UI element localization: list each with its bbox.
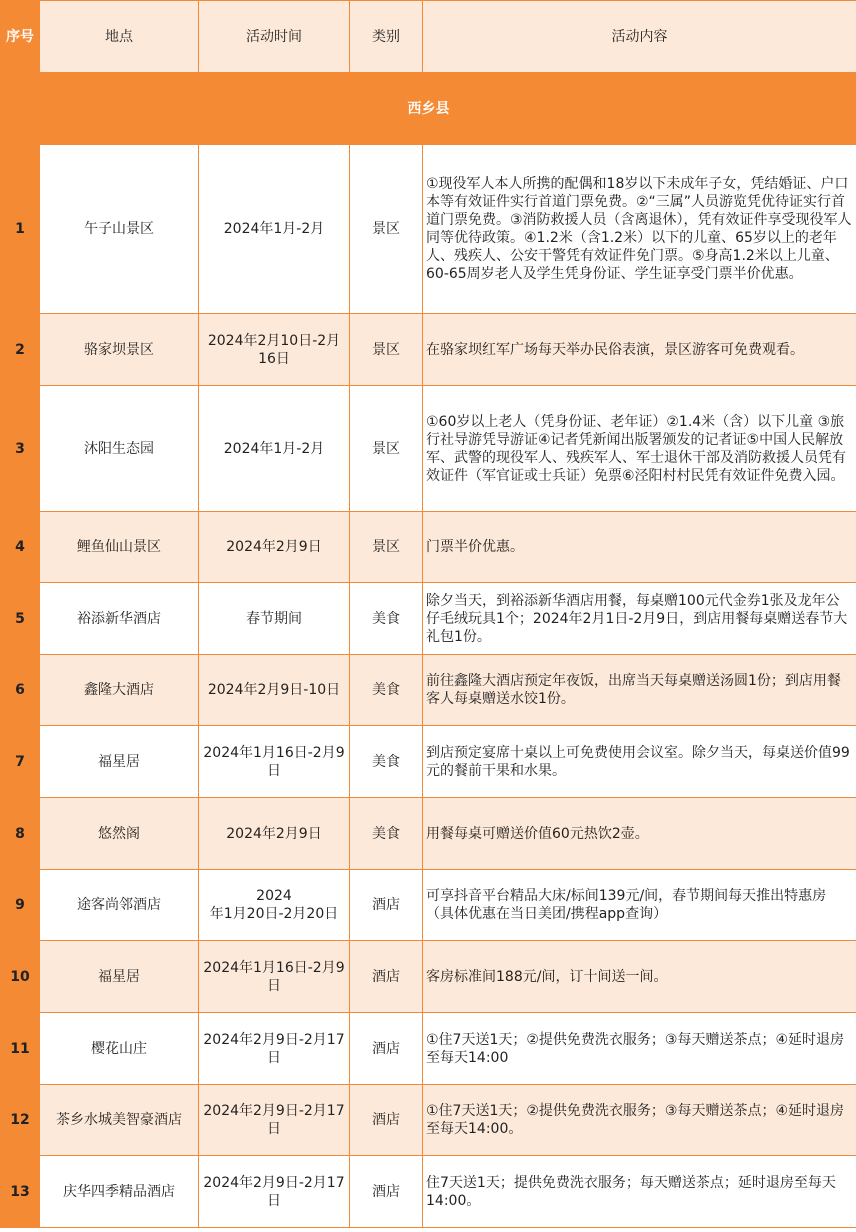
row-location: 沐阳生态园 bbox=[40, 386, 199, 512]
row-category: 酒店 bbox=[350, 1085, 423, 1156]
row-seq: 11 bbox=[1, 1013, 40, 1085]
row-content: 住7天送1天；提供免费洗衣服务；每天赠送茶点；延时退房至每天14:00。 bbox=[423, 1156, 856, 1228]
row-category: 景区 bbox=[350, 314, 423, 386]
row-seq: 6 bbox=[1, 655, 40, 726]
table-row bbox=[1, 870, 856, 941]
table-body bbox=[1, 73, 856, 1228]
row-category: 酒店 bbox=[350, 1013, 423, 1085]
row-content: ①60岁以上老人（凭身份证、老年证）②1.4米（含）以下儿童 ③旅行社导游凭导游证④记者凭新闻出版署颁发的记者证⑤中国人民解放军、武警的现役军人、残疾军人、军士退休干部及消防救援人员凭有效证件（军官证或士兵证）免票⑥泾阳村村民凭有效证件免费入园。 bbox=[423, 386, 856, 512]
row-content: 用餐每桌可赠送价值60元热饮2壶。 bbox=[423, 798, 856, 870]
row-seq: 4 bbox=[1, 512, 40, 583]
row-category: 酒店 bbox=[350, 1156, 423, 1228]
row-seq: 3 bbox=[1, 386, 40, 512]
row-content: ①住7天送1天；②提供免费洗衣服务；③每天赠送茶点；④延时退房至每天14:00。 bbox=[423, 1085, 856, 1156]
row-time: 2024 年1月20日-2月20日 bbox=[199, 870, 350, 941]
table-row bbox=[1, 583, 856, 655]
table-row bbox=[1, 1085, 856, 1156]
header-category: 类别 bbox=[350, 1, 423, 73]
table-row bbox=[1, 145, 856, 314]
row-seq: 7 bbox=[1, 726, 40, 798]
region-title: 西乡县 bbox=[1, 73, 856, 145]
table-row bbox=[1, 1156, 856, 1228]
row-time: 2024年1月-2月 bbox=[199, 145, 350, 314]
row-category: 景区 bbox=[350, 386, 423, 512]
row-category: 酒店 bbox=[350, 870, 423, 941]
row-content: 在骆家坝红军广场每天举办民俗表演，景区游客可免费观看。 bbox=[423, 314, 856, 386]
table-row bbox=[1, 314, 856, 386]
row-time: 2024年2月9日-2月17日 bbox=[199, 1085, 350, 1156]
row-time: 2024年1月-2月 bbox=[199, 386, 350, 512]
table-row bbox=[1, 655, 856, 726]
row-time: 2024年1月16日-2月9日 bbox=[199, 726, 350, 798]
row-seq: 10 bbox=[1, 941, 40, 1013]
row-location: 午子山景区 bbox=[40, 145, 199, 314]
row-content: 除夕当天，到裕添新华酒店用餐，每桌赠100元代金券1张及龙年公仔毛绒玩具1个；2024年2月1日-2月9日，到店用餐每桌赠送春节大礼包1份。 bbox=[423, 583, 856, 655]
table-row bbox=[1, 512, 856, 583]
header-location: 地点 bbox=[40, 1, 199, 73]
row-location: 樱花山庄 bbox=[40, 1013, 199, 1085]
row-location: 鑫隆大酒店 bbox=[40, 655, 199, 726]
row-location: 悠然阁 bbox=[40, 798, 199, 870]
row-category: 酒店 bbox=[350, 941, 423, 1013]
row-seq: 5 bbox=[1, 583, 40, 655]
row-time: 2024年2月9日-2月17日 bbox=[199, 1013, 350, 1085]
row-content: ①现役军人本人所携的配偶和18岁以下未成年子女，凭结婚证、户口本等有效证件实行首道门票免费。②“三属”人员游览凭优待证实行首道门票免费。③消防救援人员（含离退休），凭有效证件享受现役军人同等优待政策。④1.2米（含1.2米）以下的儿童、65岁以上的老年人、残疾人、公安干警凭有效证件免门票。⑤身高1.2米以上儿童、60-65周岁老人及学生凭身份证、学生证享受门票半价优惠。 bbox=[423, 145, 856, 314]
row-location: 途客尚邻酒店 bbox=[40, 870, 199, 941]
row-content: 到店预定宴席十桌以上可免费使用会议室。除夕当天，每桌送价值99元的餐前干果和水果。 bbox=[423, 726, 856, 798]
row-content: 客房标准间188元/间，订十间送一间。 bbox=[423, 941, 856, 1013]
row-location: 骆家坝景区 bbox=[40, 314, 199, 386]
row-category: 景区 bbox=[350, 512, 423, 583]
header-seq: 序号 bbox=[1, 1, 40, 73]
row-content: ①住7天送1天；②提供免费洗衣服务；③每天赠送茶点；④延时退房至每天14:00 bbox=[423, 1013, 856, 1085]
header-content: 活动内容 bbox=[423, 1, 856, 73]
row-location: 福星居 bbox=[40, 941, 199, 1013]
row-category: 美食 bbox=[350, 726, 423, 798]
row-seq: 1 bbox=[1, 145, 40, 314]
region-row bbox=[1, 73, 856, 145]
table-row bbox=[1, 941, 856, 1013]
row-category: 美食 bbox=[350, 798, 423, 870]
row-time: 春节期间 bbox=[199, 583, 350, 655]
row-content: 门票半价优惠。 bbox=[423, 512, 856, 583]
row-seq: 8 bbox=[1, 798, 40, 870]
table-row bbox=[1, 726, 856, 798]
row-seq: 9 bbox=[1, 870, 40, 941]
row-location: 庆华四季精品酒店 bbox=[40, 1156, 199, 1228]
row-category: 美食 bbox=[350, 655, 423, 726]
row-seq: 13 bbox=[1, 1156, 40, 1228]
row-location: 鲤鱼仙山景区 bbox=[40, 512, 199, 583]
row-category: 美食 bbox=[350, 583, 423, 655]
row-time: 2024年2月9日-2月17日 bbox=[199, 1156, 350, 1228]
table-row bbox=[1, 798, 856, 870]
row-content: 可享抖音平台精品大床/标间139元/间，春节期间每天推出特惠房（具体优惠在当日美团/携程app查询） bbox=[423, 870, 856, 941]
row-seq: 2 bbox=[1, 314, 40, 386]
header-row bbox=[1, 1, 856, 73]
table-row bbox=[1, 1013, 856, 1085]
table-row bbox=[1, 386, 856, 512]
row-content: 前往鑫隆大酒店预定年夜饭，出席当天每桌赠送汤圆1份；到店用餐客人每桌赠送水饺1份。 bbox=[423, 655, 856, 726]
row-time: 2024年2月9日-10日 bbox=[199, 655, 350, 726]
header-time: 活动时间 bbox=[199, 1, 350, 73]
row-location: 茶乡水城美智豪酒店 bbox=[40, 1085, 199, 1156]
row-location: 裕添新华酒店 bbox=[40, 583, 199, 655]
row-category: 景区 bbox=[350, 145, 423, 314]
row-time: 2024年1月16日-2月9日 bbox=[199, 941, 350, 1013]
row-seq: 12 bbox=[1, 1085, 40, 1156]
row-time: 2024年2月9日 bbox=[199, 512, 350, 583]
row-time: 2024年2月10日-2月16日 bbox=[199, 314, 350, 386]
row-time: 2024年2月9日 bbox=[199, 798, 350, 870]
row-location: 福星居 bbox=[40, 726, 199, 798]
